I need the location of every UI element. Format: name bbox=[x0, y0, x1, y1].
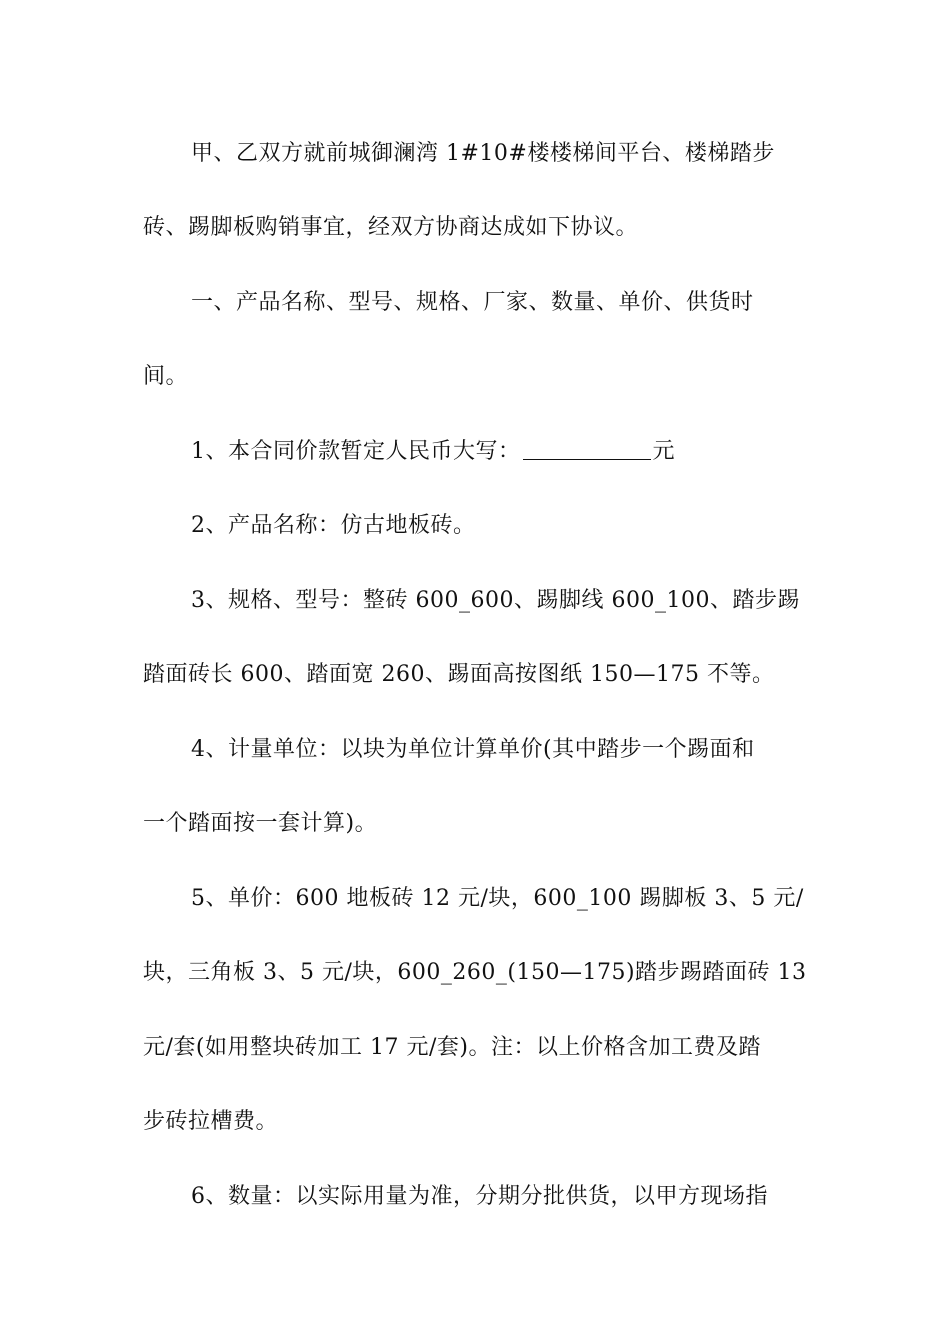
clause-5-price-line-4: 步砖拉槽费。 bbox=[143, 1109, 279, 1134]
paragraph-intro-line-1: 甲、乙双方就前城御澜湾 1#10#楼楼梯间平台、楼梯踏步 bbox=[191, 141, 775, 166]
clause-2-product-name: 2、产品名称：仿古地板砖。 bbox=[191, 513, 476, 538]
clause-3-spec-line-1: 3、规格、型号：整砖 600_600、踢脚线 600_100、踏步踢 bbox=[191, 588, 800, 613]
clause-1-label: 1、本合同价款暂定人民币大写： bbox=[191, 439, 521, 464]
clause-4-unit-line-1: 4、计量单位：以块为单位计算单价(其中踏步一个踢面和 bbox=[191, 737, 755, 762]
clause-4-unit-line-2: 一个踏面按一套计算)。 bbox=[143, 811, 378, 836]
clause-5-price-line-3: 元/套(如用整块砖加工 17 元/套)。注：以上价格含加工费及踏 bbox=[143, 1035, 761, 1060]
clause-1-unit: 元 bbox=[652, 439, 676, 464]
clause-3-spec-line-2: 踏面砖长 600、踏面宽 260、踢面高按图纸 150—175 不等。 bbox=[143, 662, 775, 687]
section-one-heading-line-2: 间。 bbox=[143, 364, 189, 389]
clause-5-price-line-2: 块，三角板 3、5 元/块，600_260_(150—175)踏步踢踏面砖 13 bbox=[143, 960, 807, 985]
amount-blank-underline bbox=[523, 439, 651, 460]
section-one-heading-line-1: 一、产品名称、型号、规格、厂家、数量、单价、供货时 bbox=[191, 290, 754, 315]
clause-6-quantity-line-1: 6、数量：以实际用量为准，分期分批供货，以甲方现场指 bbox=[191, 1184, 768, 1209]
clause-5-price-line-1: 5、单价：600 地板砖 12 元/块，600_100 踢脚板 3、5 元/ bbox=[191, 886, 804, 911]
paragraph-intro-line-2: 砖、踢脚板购销事宜，经双方协商达成如下协议。 bbox=[143, 215, 639, 240]
clause-1-price bbox=[191, 437, 675, 467]
